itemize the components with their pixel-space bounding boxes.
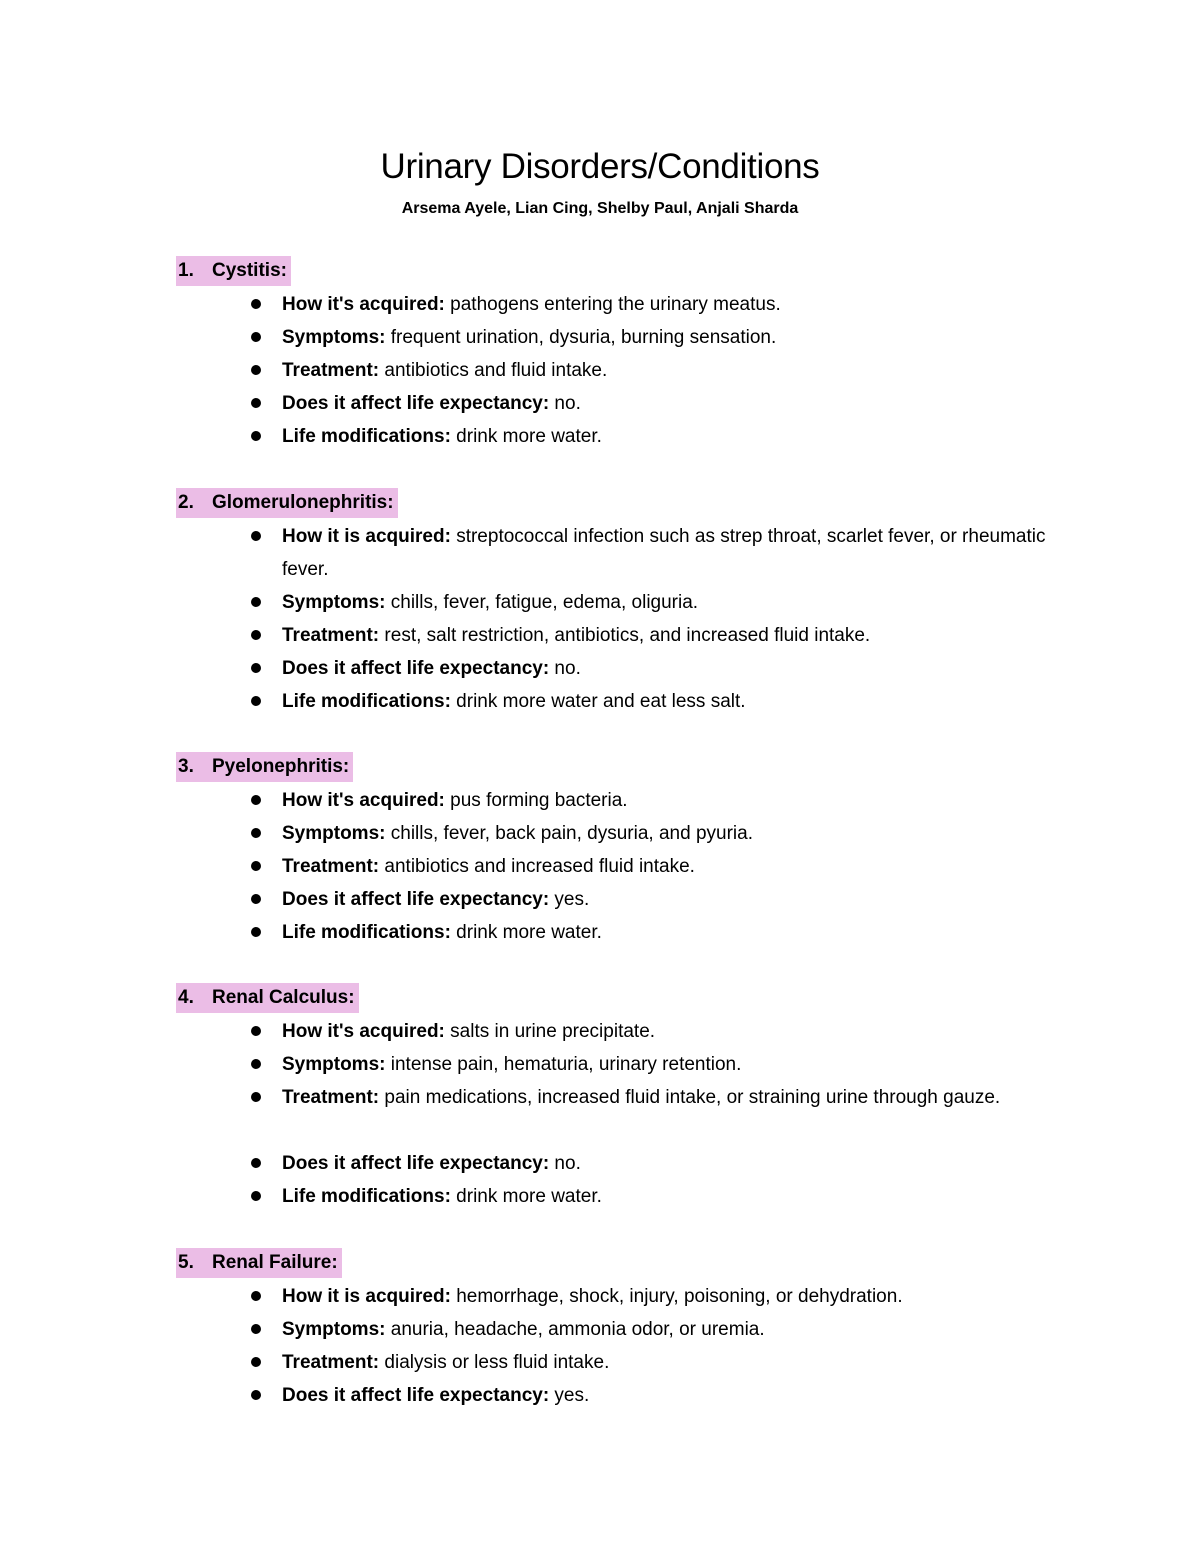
list-item [282, 817, 1052, 850]
bullet-icon [251, 1324, 261, 1334]
item-text: drink more water. [450, 1186, 602, 1207]
bullet-icon [251, 431, 261, 441]
item-text: chills, fever, back pain, dysuria, and pyuria. [385, 823, 753, 844]
list-item [282, 1180, 1052, 1213]
item-text: salts in urine precipitate. [444, 1021, 656, 1042]
section-title: Renal Failure: [212, 1252, 338, 1273]
item-text: pus forming bacteria. [444, 790, 628, 811]
bullet-icon [251, 1158, 261, 1168]
list-item [282, 1048, 1052, 1081]
item-text: intense pain, hematuria, urinary retention. [385, 1054, 742, 1075]
item-text: frequent urination, dysuria, burning sensation. [385, 327, 777, 348]
bullet-icon [251, 1026, 261, 1036]
item-label: Symptoms: [282, 327, 386, 348]
item-label: Treatment: [282, 360, 380, 381]
list-item [282, 1147, 1052, 1180]
item-label: Life modifications: [282, 922, 451, 943]
section-heading [176, 488, 398, 518]
bullet-icon [251, 398, 261, 408]
section-number: 1. [178, 260, 194, 281]
bullet-icon [251, 1291, 261, 1301]
item-label: How it is acquired: [282, 526, 451, 547]
list-item [282, 387, 1052, 420]
item-label: Life modifications: [282, 1186, 451, 1207]
item-label: Does it affect life expectancy: [282, 1385, 550, 1406]
item-label: Does it affect life expectancy: [282, 393, 550, 414]
list-item [282, 652, 1052, 685]
list-item [282, 586, 1052, 619]
section-heading [176, 1248, 342, 1278]
section-title: Pyelonephritis: [212, 756, 350, 777]
item-label: Does it affect life expectancy: [282, 1153, 550, 1174]
item-label: Treatment: [282, 1087, 380, 1108]
section-heading [176, 256, 291, 286]
section-heading [176, 983, 359, 1013]
section-title: Renal Calculus: [212, 987, 355, 1008]
item-label: Life modifications: [282, 691, 451, 712]
bullet-icon [251, 299, 261, 309]
item-text: no. [549, 658, 581, 679]
author-list: Arsema Ayele, Lian Cing, Shelby Paul, Anjali Sharda [401, 200, 799, 217]
item-text: streptococcal infection such as strep throat, scarlet fever, or rheumatic fever. [282, 526, 1046, 580]
item-text: yes. [549, 1385, 590, 1406]
section-title: Glomerulonephritis: [212, 492, 394, 513]
section-title: Cystitis: [212, 260, 287, 281]
page-title: Urinary Disorders/Conditions [380, 147, 820, 186]
item-text: dialysis or less fluid intake. [379, 1352, 610, 1373]
item-label: Symptoms: [282, 823, 386, 844]
bullet-icon [251, 597, 261, 607]
item-text: anuria, headache, ammonia odor, or uremia. [385, 1319, 765, 1340]
list-item [282, 1280, 1052, 1313]
list-item [282, 288, 1052, 321]
item-label: How it is acquired: [282, 1286, 451, 1307]
section-heading [176, 752, 353, 782]
item-text: yes. [549, 889, 590, 910]
list-item [282, 850, 1052, 883]
list-item [282, 1346, 1052, 1379]
bullet-icon [251, 1390, 261, 1400]
bullet-icon [251, 894, 261, 904]
item-label: How it's acquired: [282, 790, 445, 811]
list-item [282, 420, 1052, 453]
list-item [282, 321, 1052, 354]
item-label: Treatment: [282, 625, 380, 646]
item-text: no. [549, 1153, 581, 1174]
item-text: drink more water and eat less salt. [450, 691, 746, 712]
item-text: chills, fever, fatigue, edema, oliguria. [385, 592, 699, 613]
item-text: antibiotics and increased fluid intake. [379, 856, 695, 877]
bullet-icon [251, 696, 261, 706]
item-label: Does it affect life expectancy: [282, 889, 550, 910]
item-label: Life modifications: [282, 426, 451, 447]
item-text: no. [549, 393, 581, 414]
bullet-icon [251, 861, 261, 871]
list-item [282, 1313, 1052, 1346]
item-text: antibiotics and fluid intake. [379, 360, 608, 381]
list-item [282, 916, 1052, 949]
section-number: 2. [178, 492, 194, 513]
bullet-icon [251, 630, 261, 640]
item-label: Symptoms: [282, 1054, 386, 1075]
bullet-icon [251, 365, 261, 375]
bullet-icon [251, 1357, 261, 1367]
bullet-icon [251, 332, 261, 342]
list-item [282, 619, 1052, 652]
list-item [282, 1015, 1052, 1048]
bullet-icon [251, 1059, 261, 1069]
bullet-icon [251, 663, 261, 673]
item-label: How it's acquired: [282, 1021, 445, 1042]
list-item [282, 354, 1052, 387]
section-number: 4. [178, 987, 194, 1008]
bullet-icon [251, 795, 261, 805]
item-text: rest, salt restriction, antibiotics, and increased fluid intake. [379, 625, 871, 646]
bullet-icon [251, 1092, 261, 1102]
bullet-icon [251, 531, 261, 541]
section-number: 5. [178, 1252, 194, 1273]
item-label: How it's acquired: [282, 294, 445, 315]
item-text: pain medications, increased fluid intake, or straining urine through gauze. [379, 1087, 1001, 1108]
section-number: 3. [178, 756, 194, 777]
item-text: drink more water. [450, 922, 602, 943]
item-text: hemorrhage, shock, injury, poisoning, or dehydration. [450, 1286, 903, 1307]
item-text: pathogens entering the urinary meatus. [444, 294, 781, 315]
list-item [282, 883, 1052, 916]
item-text: drink more water. [450, 426, 602, 447]
list-item [282, 784, 1052, 817]
bullet-icon [251, 828, 261, 838]
bullet-icon [251, 1191, 261, 1201]
item-label: Treatment: [282, 856, 380, 877]
bullet-icon [251, 927, 261, 937]
list-item [282, 685, 1052, 718]
item-label: Treatment: [282, 1352, 380, 1373]
list-item [282, 1081, 1052, 1114]
list-item [282, 520, 1052, 586]
item-label: Symptoms: [282, 1319, 386, 1340]
item-label: Does it affect life expectancy: [282, 658, 550, 679]
list-item [282, 1379, 1052, 1412]
item-label: Symptoms: [282, 592, 386, 613]
